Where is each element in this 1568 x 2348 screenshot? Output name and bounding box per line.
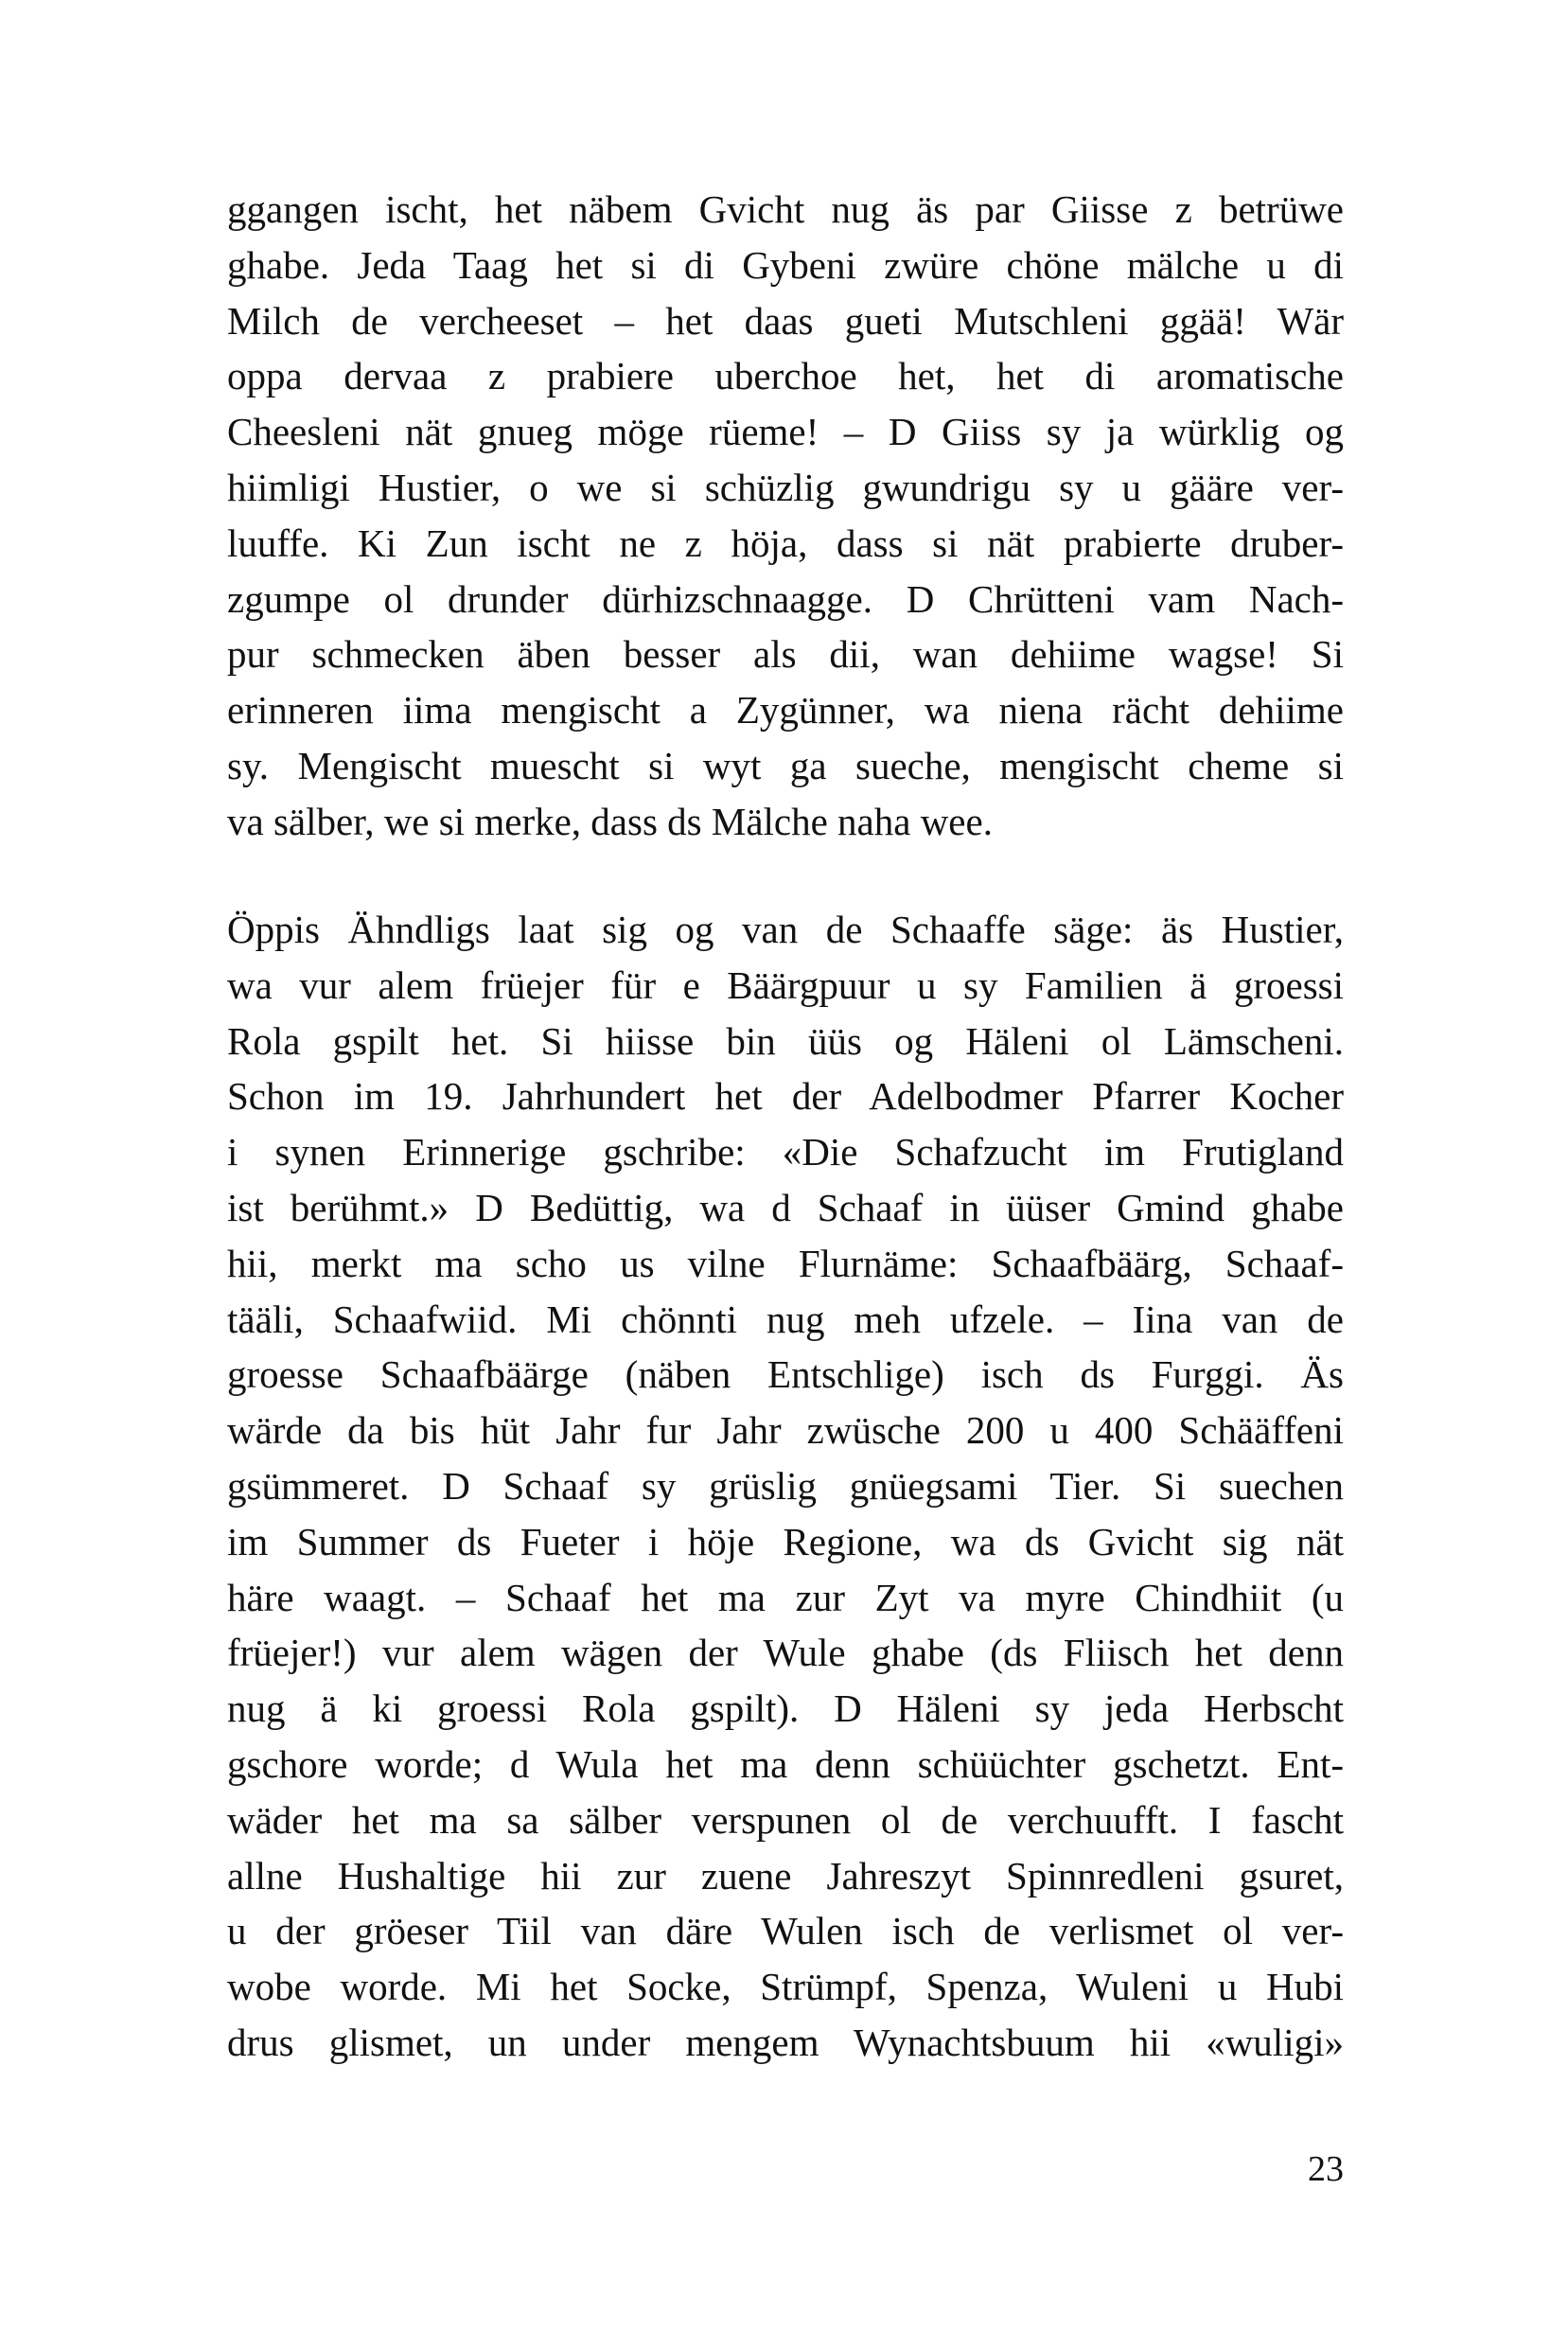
- text-line: ghabe. Jeda Taag het si di Gybeni zwüre chöne mälche u di: [227, 242, 1344, 287]
- text-line: wobe worde. Mi het Socke, Strümpf, Spenza, Wuleni u Hubi: [227, 1965, 1344, 2009]
- text-line: tääli, Schaafwiid. Mi chönnti nug meh ufzele. – Iina van de: [227, 1297, 1344, 1341]
- text-line: wäder het ma sa sälber verspunen ol de verchuufft. I fascht: [227, 1797, 1344, 1842]
- paragraph-sheep: [227, 902, 1344, 2071]
- text-line: erinneren iima mengischt a Zygünner, wa niena rächt dehiime: [227, 688, 1344, 733]
- text-line: gschore worde; d Wula het ma denn schüüchter gschetzt. Ent-: [227, 1741, 1344, 1786]
- text-line: Rola gspilt het. Si hiisse bin üüs og Häleni ol Lämscheni.: [227, 1018, 1344, 1063]
- text-line: Öppis Ähndligs laat sig og van de Schaaffe säge: äs Hustier,: [227, 908, 1344, 951]
- text-line: va sälber, we si merke, dass ds Mälche naha wee.: [227, 799, 993, 843]
- text-line: im Summer ds Fueter i höje Regione, wa ds Gvicht sig nät: [227, 1519, 1344, 1563]
- text-line: oppa dervaa z prabiere uberchoe het, het di aromatische: [227, 354, 1344, 398]
- text-line: früejer!) vur alem wägen der Wule ghabe (ds Fliisch het denn: [227, 1631, 1344, 1675]
- text-line: nug ä ki groessi Rola gspilt). D Häleni sy jeda Herbscht: [227, 1686, 1344, 1731]
- text-line: wa vur alem früejer für e Bäärgpuur u sy Familien ä groessi: [227, 962, 1344, 1007]
- text-line: i synen Erinnerige gschribe: «Die Schafzucht im Frutigland: [227, 1130, 1344, 1174]
- text-line: Schon im 19. Jahrhundert het der Adelbodmer Pfarrer Kocher: [227, 1074, 1344, 1119]
- text-line: hiimligi Hustier, o we si schüzlig gwundrigu sy u gääre ver-: [227, 465, 1344, 509]
- text-line: zgumpe ol drunder dürhizschnaagge. D Chrütteni vam Nach-: [227, 576, 1344, 621]
- text-line: wärde da bis hüt Jahr fur Jahr zwüsche 200 u 400 Schääffeni: [227, 1408, 1344, 1453]
- text-line: drus glismet, un under mengem Wynachtsbuum hii «wuligi»: [227, 2020, 1344, 2064]
- text-line: allne Hushaltige hii zur zuene Jahreszyt Spinnredleni gsuret,: [227, 1853, 1344, 1898]
- text-line: Cheesleni nät gnueg möge rüeme! – D Giiss sy ja würklig og: [227, 410, 1344, 454]
- text-line: Milch de vercheeset – het daas gueti Mutschleni ggää! Wär: [227, 298, 1344, 343]
- text-line: gsümmeret. D Schaaf sy grüslig gnüegsami Tier. Si suechen: [227, 1463, 1344, 1508]
- text-line: ist berühmt.» D Bedüttig, wa d Schaaf in üüser Gmind ghabe: [227, 1185, 1344, 1229]
- page-number: 23: [1308, 2149, 1344, 2189]
- paragraph-goats: [227, 182, 1344, 850]
- text-line: sy. Mengischt muescht si wyt ga sueche, mengischt cheme si: [227, 743, 1344, 787]
- text-line: luuffe. Ki Zun ischt ne z höja, dass si nät prabierte druber-: [227, 521, 1344, 565]
- text-line: u der gröeser Tiil van däre Wulen isch de verlismet ol ver-: [227, 1909, 1344, 1953]
- text-line: häre waagt. – Schaaf het ma zur Zyt va myre Chindhiit (u: [227, 1575, 1344, 1619]
- text-line: groesse Schaafbäärge (näben Entschlige) isch ds Furggi. Äs: [227, 1352, 1344, 1397]
- text-line: ggangen ischt, het näbem Gvicht nug äs par Giisse z betrüwe: [227, 187, 1344, 231]
- text-line: hii, merkt ma scho us vilne Flurnäme: Schaafbäärg, Schaaf-: [227, 1241, 1344, 1285]
- text-line: pur schmecken äben besser als dii, wan dehiime wagse! Si: [227, 632, 1344, 677]
